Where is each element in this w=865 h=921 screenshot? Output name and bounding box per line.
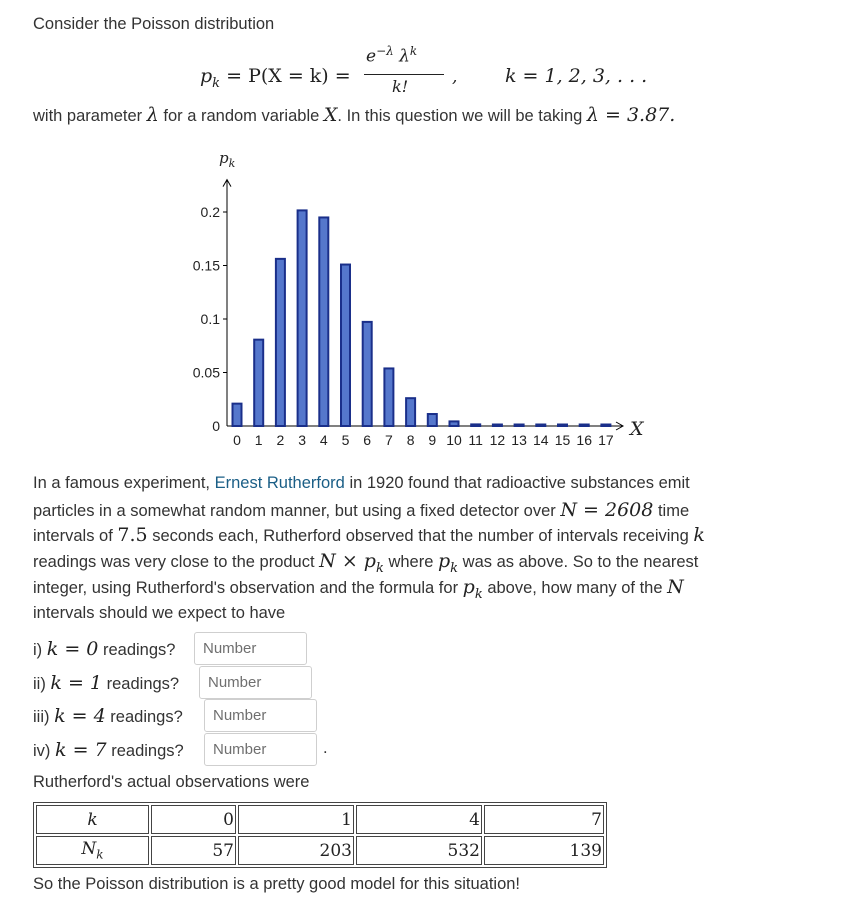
bar-k-13	[515, 425, 524, 427]
x-tick-label: 7	[385, 432, 393, 448]
x-tick-label: 13	[511, 432, 527, 448]
paragraph-line-2: particles in a somewhat random manner, but using a fixed detector over N = 2608 time	[33, 499, 690, 521]
x-tick-label: 9	[428, 432, 437, 448]
table-row	[36, 836, 604, 865]
formula-lhs: $p_k = P(X = k)$ =	[200, 65, 351, 91]
x-tick-label: 11	[468, 432, 483, 448]
k-value-cell: 0	[151, 805, 236, 834]
y-tick-label: 0.2	[200, 204, 220, 220]
x-tick-label: 12	[489, 432, 506, 448]
bar-k-11	[471, 424, 480, 426]
x-tick-label: 3	[298, 432, 306, 448]
bar-k-12	[493, 425, 502, 427]
y-tick-label: 0.05	[192, 364, 220, 381]
conclusion-text: So the Poisson distribution is a pretty good model for this situation!	[33, 875, 521, 893]
poisson-bar-chart	[0, 0, 865, 460]
nk-value-cell: 532	[356, 836, 482, 865]
formula-comma: ,	[452, 67, 458, 87]
bar-k-5	[341, 265, 350, 426]
formula-range: k = 1, 2, 3, . . .	[505, 65, 648, 87]
k-header-cell: k	[36, 805, 149, 834]
bar-k-16	[580, 425, 589, 427]
bar-k-1	[254, 340, 263, 426]
x-tick-label: 0	[233, 432, 241, 448]
nk-value-cell: 203	[238, 836, 354, 865]
paragraph-line-5: integer, using Rutherford's observation and the formula for $p_k$ above, how many of the N	[33, 576, 684, 602]
k-value-cell: 1	[238, 805, 354, 834]
parameter-line: with parameter λ for a random variable X. In this question we will be taking λ = 3.87.	[33, 104, 676, 126]
bar-k-15	[558, 425, 567, 427]
x-tick-label: 2	[276, 432, 285, 448]
x-tick-label: 5	[341, 432, 350, 448]
rutherford-link[interactable]: Ernest Rutherford	[214, 474, 345, 492]
bar-k-8	[406, 398, 415, 426]
bar-k-9	[428, 414, 437, 426]
bar-k-7	[384, 368, 393, 426]
bar-k-3	[298, 210, 307, 426]
nk-header-cell: $N_k$	[36, 836, 149, 865]
bar-k-14	[536, 425, 545, 427]
table-row	[36, 805, 604, 834]
question-ii: ii) k = 1 readings?	[33, 672, 180, 694]
bar-k-10	[450, 421, 459, 426]
paragraph-line-1: In a famous experiment, Ernest Rutherford in 1920 found that radioactive substances emit	[33, 474, 690, 492]
k-value-cell: 7	[484, 805, 604, 834]
question-iv: iv) k = 7 readings?	[33, 739, 184, 761]
x-tick-label: 14	[533, 432, 549, 448]
paragraph-line-3: intervals of 7.5 seconds each, Rutherford observed that the number of intervals receiving k	[33, 524, 705, 546]
observations-table	[33, 802, 607, 868]
answer-k1-input[interactable]	[199, 666, 312, 699]
paragraph-line-6: intervals should we expect to have	[33, 604, 286, 622]
question-iv-period: .	[323, 739, 328, 757]
intro-text: Consider the Poisson distribution	[33, 15, 275, 33]
x-tick-label: 4	[319, 432, 328, 448]
y-tick-label: 0	[212, 418, 220, 434]
bar-k-2	[276, 259, 285, 426]
x-tick-label: 16	[576, 432, 592, 448]
x-tick-label: 1	[254, 432, 263, 448]
question-i: i) k = 0 readings?	[33, 638, 176, 660]
x-tick-label: 8	[406, 432, 415, 448]
answer-k4-input[interactable]	[204, 699, 317, 732]
question-iii: iii) k = 4 readings?	[33, 705, 183, 727]
paragraph-line-4: readings was very close to the product $N \times p_k$ where $p_k$ was as above. So to the nearest	[33, 550, 699, 576]
y-tick-label: 0.1	[200, 311, 220, 327]
bar-k-6	[363, 322, 372, 426]
y-axis-label: $p_k$	[219, 149, 236, 170]
k-value-cell: 4	[356, 805, 482, 834]
bar-k-4	[319, 217, 328, 426]
x-tick-label: 10	[446, 432, 462, 448]
x-axis-label: X	[630, 418, 644, 440]
x-tick-label: 6	[363, 432, 372, 448]
x-tick-label: 17	[598, 432, 614, 448]
bar-k-17	[601, 425, 610, 427]
bar-k-0	[233, 404, 242, 426]
y-tick-label: 0.15	[192, 257, 220, 274]
x-tick-label: 15	[554, 432, 571, 448]
formula-denominator: k!	[392, 77, 409, 96]
answer-k7-input[interactable]	[204, 733, 317, 766]
formula-numerator: $e^{-\lambda}$ $\lambda^k$	[366, 44, 418, 67]
nk-value-cell: 57	[151, 836, 236, 865]
answer-k0-input[interactable]	[194, 632, 307, 665]
observations-heading: Rutherford's actual observations were	[33, 773, 310, 791]
nk-value-cell: 139	[484, 836, 604, 865]
